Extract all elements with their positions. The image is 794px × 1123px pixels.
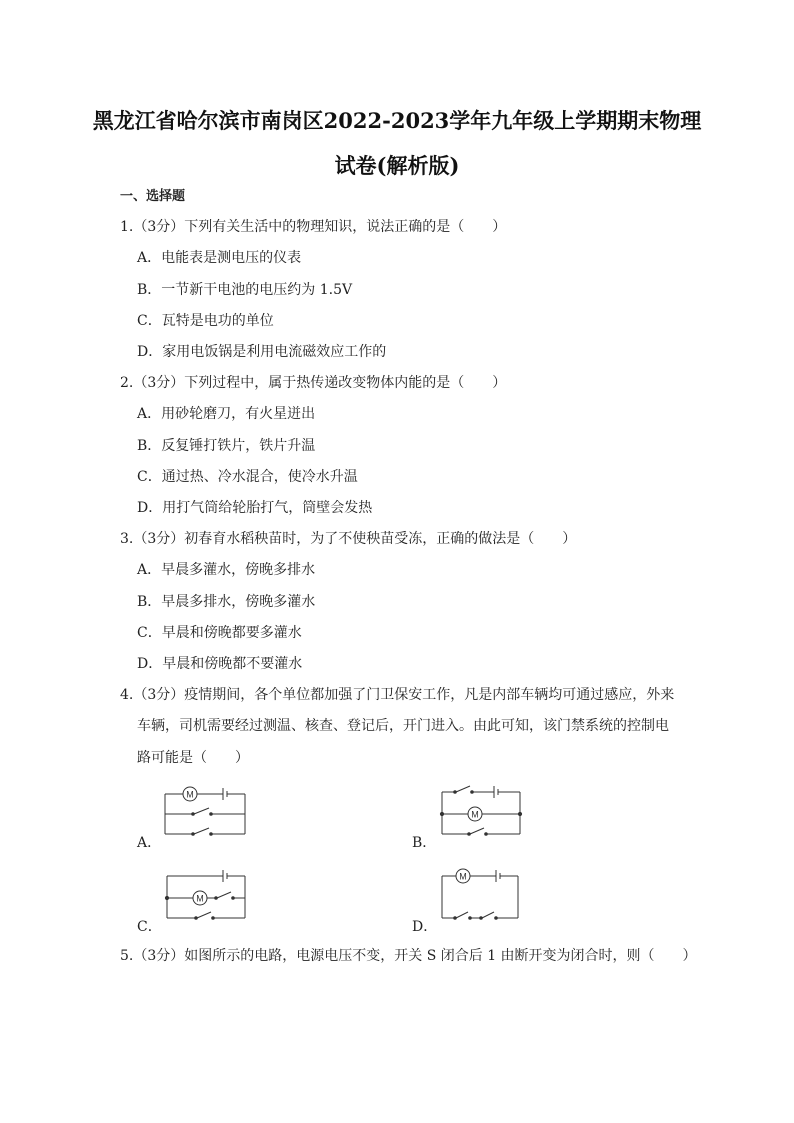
section-heading: 一、选择题 [120, 189, 186, 204]
circuit-b-diagram [432, 778, 532, 842]
question-2-option-c: C．通过热、冷水混合，使冷水升温 [137, 469, 358, 485]
question-2-option-a: A．用砂轮磨刀，有火星迸出 [137, 406, 316, 422]
circuit-d-motor-symbol: M [459, 871, 467, 882]
question-3-option-c: C．早晨和傍晚都要多灌水 [137, 625, 302, 641]
question-2-option-b: B．反复锤打铁片，铁片升温 [137, 438, 316, 454]
circuit-a-motor-symbol: M [186, 789, 194, 800]
question-2-option-d: D．用打气筒给轮胎打气，筒壁会发热 [137, 500, 373, 516]
circuit-b-motor-symbol: M [471, 809, 479, 820]
circuit-a-diagram [155, 776, 255, 840]
question-4-stem-line-2: 车辆，司机需要经过测温、核查、登记后，开门进入。由此可知，该门禁系统的控制电 [137, 718, 669, 734]
question-3-option-a: A．早晨多灌水，傍晚多排水 [137, 562, 316, 578]
circuit-c-motor-symbol: M [196, 893, 204, 904]
document-title-line-1: 黑龙江省哈尔滨市南岗区2022-2023学年九年级上学期期末物理 [92, 108, 702, 133]
circuit-d-label: D． [412, 919, 438, 935]
question-1-stem: 1.（3分）下列有关生活中的物理知识，说法正确的是（ ） [120, 219, 507, 235]
circuit-c-diagram [155, 862, 255, 926]
circuit-b-label: B． [412, 835, 437, 851]
circuit-d-diagram [432, 862, 532, 926]
question-1-option-b: B．一节新干电池的电压约为 1.5V [137, 282, 353, 298]
question-1-option-d: D．家用电饭锅是利用电流磁效应工作的 [137, 344, 387, 360]
question-3-stem: 3.（3分）初春育水稻秧苗时，为了不使秧苗受冻，正确的做法是（ ） [120, 531, 577, 547]
question-5-stem: 5.（3分）如图所示的电路，电源电压不变，开关 S 闭合后 1 由断开变为闭合时，则（ ） [120, 948, 697, 964]
circuit-a-label: A． [137, 835, 162, 851]
question-3-option-b: B．早晨多排水，傍晚多灌水 [137, 594, 316, 610]
question-2-stem: 2.（3分）下列过程中，属于热传递改变物体内能的是（ ） [120, 375, 507, 391]
question-4-stem-line-3: 路可能是（ ） [137, 750, 249, 766]
question-3-option-d: D．早晨和傍晚都不要灌水 [137, 656, 303, 672]
question-4-stem-line-1: 4.（3分）疫情期间，各个单位都加强了门卫保安工作，凡是内部车辆均可通过感应，外来 [120, 687, 675, 703]
question-1-option-a: A．电能表是测电压的仪表 [137, 250, 302, 266]
question-1-option-c: C．瓦特是电功的单位 [137, 313, 274, 329]
circuit-c-label: C． [137, 919, 162, 935]
document-title-line-2: 试卷(解析版) [334, 153, 460, 178]
